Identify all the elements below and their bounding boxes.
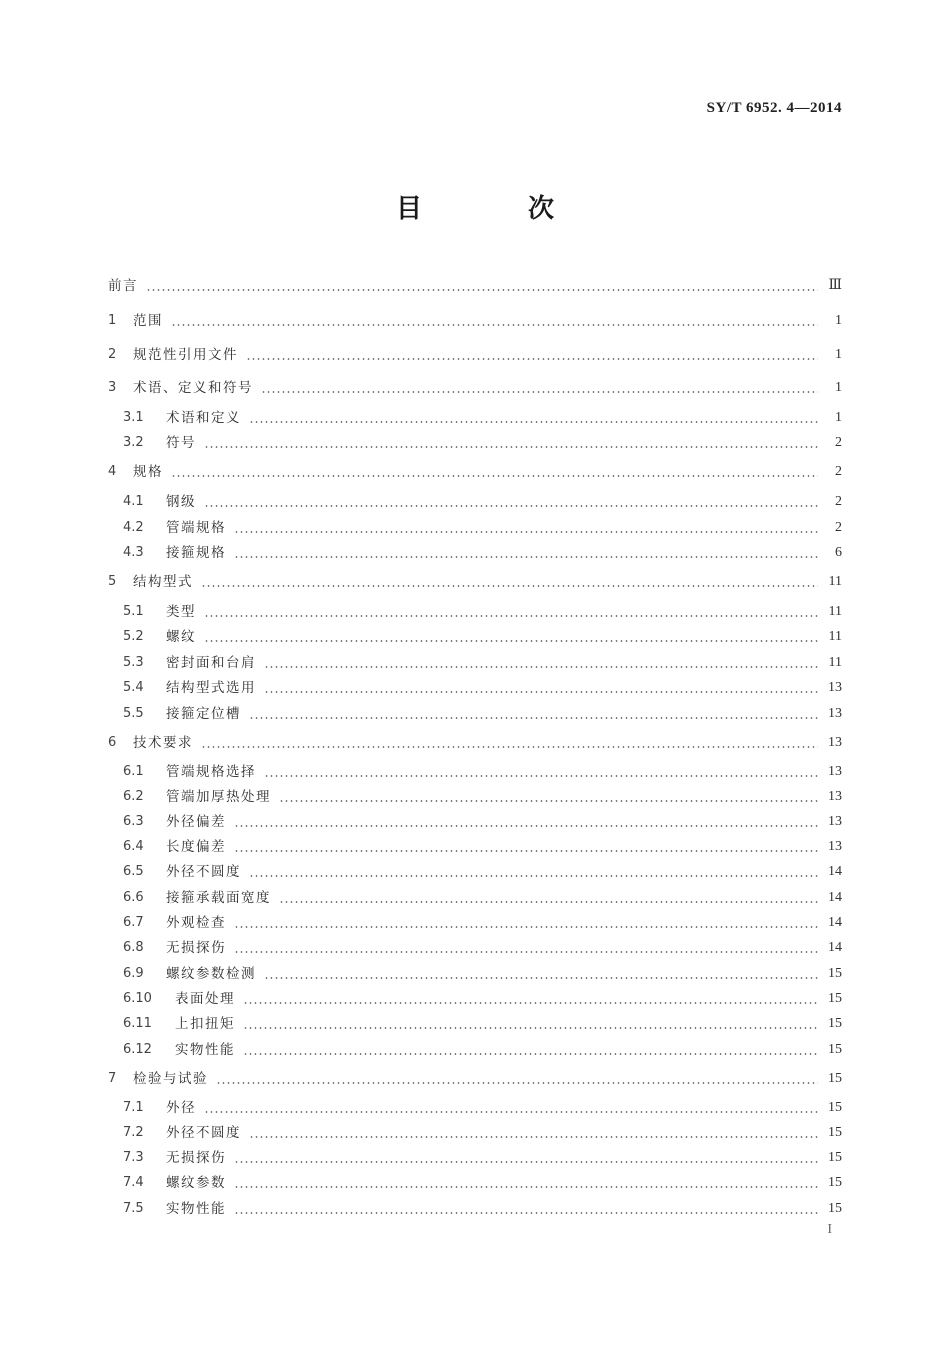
toc-leader-dots bbox=[234, 1161, 818, 1163]
toc-entry-label: 符号 bbox=[166, 435, 196, 451]
toc-entry-number: 5.2 bbox=[123, 629, 144, 644]
toc-entry[interactable] bbox=[0, 913, 950, 933]
page-title: 目 次 bbox=[395, 194, 594, 224]
toc-leader-dots bbox=[201, 585, 818, 587]
toc-entry-number: 6.12 bbox=[123, 1042, 152, 1057]
toc-leader-dots bbox=[234, 926, 818, 928]
toc-entry-number: 7 bbox=[108, 1071, 117, 1086]
toc-entry-label: 接箍规格 bbox=[166, 545, 226, 561]
toc-entry[interactable] bbox=[0, 345, 950, 365]
toc-leader-dots bbox=[171, 324, 818, 326]
toc-entry-number: 7.3 bbox=[123, 1150, 144, 1165]
toc-entry-page: 15 bbox=[828, 1016, 842, 1031]
toc-entry-label: 外径偏差 bbox=[166, 814, 226, 830]
toc-entry-label: 规格 bbox=[133, 464, 163, 480]
toc-entry-page: 2 bbox=[835, 494, 842, 509]
toc-entry[interactable] bbox=[0, 1014, 950, 1034]
toc-entry[interactable] bbox=[0, 543, 950, 563]
toc-entry-label: 外径不圆度 bbox=[166, 864, 241, 880]
toc-entry-label: 长度偏差 bbox=[166, 839, 226, 855]
toc-entry-number: 6.3 bbox=[123, 814, 144, 829]
toc-entry-page: 15 bbox=[828, 1125, 842, 1140]
toc-leader-dots bbox=[216, 1082, 818, 1084]
toc-entry-page: 2 bbox=[835, 435, 842, 450]
toc-entry-label: 螺纹参数 bbox=[166, 1175, 226, 1191]
toc-leader-dots bbox=[204, 446, 818, 448]
toc-leader-dots bbox=[279, 800, 818, 802]
toc-entry-label: 规范性引用文件 bbox=[133, 347, 238, 363]
toc-entry-page: 1 bbox=[835, 380, 842, 395]
toc-entry-label: 接箍承载面宽度 bbox=[166, 890, 271, 906]
toc-entry[interactable] bbox=[0, 888, 950, 908]
toc-leader-dots bbox=[204, 615, 818, 617]
toc-entry-number: 7.4 bbox=[123, 1175, 144, 1190]
toc-entry-number: 5.3 bbox=[123, 655, 144, 670]
toc-entry[interactable] bbox=[0, 812, 950, 832]
toc-entry-page: 15 bbox=[828, 1175, 842, 1190]
toc-entry-page: 6 bbox=[835, 545, 842, 560]
toc-entry-page: 11 bbox=[828, 604, 842, 619]
toc-leader-dots bbox=[249, 1136, 818, 1138]
toc-entry-number: 6.4 bbox=[123, 839, 144, 854]
toc-entry-label: 管端加厚热处理 bbox=[166, 789, 271, 805]
toc-entry-number: 6.1 bbox=[123, 764, 144, 779]
toc-entry-page: 11 bbox=[828, 574, 842, 589]
toc-entry-label: 术语、定义和符号 bbox=[133, 380, 253, 396]
toc-entry-label: 实物性能 bbox=[166, 1201, 226, 1217]
toc-entry[interactable] bbox=[0, 1199, 950, 1219]
toc-entry-label: 螺纹参数检测 bbox=[166, 966, 256, 982]
toc-entry-label: 管端规格选择 bbox=[166, 764, 256, 780]
toc-entry[interactable] bbox=[0, 938, 950, 958]
toc-entry-number: 6.6 bbox=[123, 890, 144, 905]
toc-entry-label: 表面处理 bbox=[175, 991, 235, 1007]
toc-entry[interactable] bbox=[0, 1123, 950, 1143]
toc-entry-page: 14 bbox=[828, 940, 842, 955]
toc-leader-dots bbox=[234, 825, 818, 827]
toc-entry-number: 3.2 bbox=[123, 435, 144, 450]
toc-entry-number: 6.8 bbox=[123, 940, 144, 955]
toc-entry[interactable] bbox=[0, 378, 950, 398]
toc-leader-dots bbox=[171, 475, 818, 477]
toc-entry-number: 6.9 bbox=[123, 966, 144, 981]
toc-leader-dots bbox=[204, 640, 818, 642]
toc-entry-label: 结构型式选用 bbox=[166, 680, 256, 696]
toc-entry-page: 13 bbox=[828, 789, 842, 804]
toc-leader-dots bbox=[246, 358, 818, 360]
toc-leader-dots bbox=[201, 746, 818, 748]
toc-entry-label: 上扣扭矩 bbox=[175, 1016, 235, 1032]
toc-entry-page: Ⅲ bbox=[828, 278, 842, 293]
toc-entry-page: 2 bbox=[835, 520, 842, 535]
toc-entry-page: 13 bbox=[828, 839, 842, 854]
toc-entry[interactable] bbox=[0, 311, 950, 331]
toc-entry-page: 13 bbox=[828, 735, 842, 750]
toc-entry-page: 11 bbox=[828, 629, 842, 644]
toc-entry-number: 6.5 bbox=[123, 864, 144, 879]
toc-entry-label: 外径不圆度 bbox=[166, 1125, 241, 1141]
toc-leader-dots bbox=[234, 951, 818, 953]
toc-entry[interactable] bbox=[0, 837, 950, 857]
toc-entry-label: 前言 bbox=[108, 278, 138, 294]
toc-entry-label: 类型 bbox=[166, 604, 196, 620]
toc-entry-number: 2 bbox=[108, 347, 117, 362]
toc-entry-number: 4.3 bbox=[123, 545, 144, 560]
toc-entry-number: 3.1 bbox=[123, 410, 144, 425]
toc-entry-label: 外观检查 bbox=[166, 915, 226, 931]
toc-entry-page: 13 bbox=[828, 764, 842, 779]
toc-entry-page: 14 bbox=[828, 864, 842, 879]
toc-leader-dots bbox=[243, 1053, 818, 1055]
toc-entry-label: 密封面和台肩 bbox=[166, 655, 256, 671]
toc-entry-label: 实物性能 bbox=[175, 1042, 235, 1058]
toc-entry[interactable] bbox=[0, 276, 950, 296]
toc-entry[interactable] bbox=[0, 787, 950, 807]
toc-entry-label: 接箍定位槽 bbox=[166, 706, 241, 722]
toc-entry-page: 2 bbox=[835, 464, 842, 479]
toc-entry-number: 1 bbox=[108, 313, 117, 328]
toc-entry[interactable] bbox=[0, 433, 950, 453]
toc-entry-number: 6 bbox=[108, 735, 117, 750]
toc-entry[interactable] bbox=[0, 964, 950, 984]
toc-leader-dots bbox=[264, 977, 818, 979]
toc-leader-dots bbox=[279, 901, 818, 903]
toc-entry[interactable] bbox=[0, 653, 950, 673]
toc-entry[interactable] bbox=[0, 518, 950, 538]
toc-entry[interactable] bbox=[0, 462, 950, 482]
toc-entry-page: 15 bbox=[828, 1100, 842, 1115]
toc-leader-dots bbox=[204, 505, 818, 507]
toc-entry-label: 检验与试验 bbox=[133, 1071, 208, 1087]
toc-entry-page: 14 bbox=[828, 915, 842, 930]
toc-entry-label: 无损探伤 bbox=[166, 1150, 226, 1166]
toc-entry-number: 6.7 bbox=[123, 915, 144, 930]
toc-entry-label: 技术要求 bbox=[133, 735, 193, 751]
toc-entry-number: 3 bbox=[108, 380, 117, 395]
toc-entry-page: 1 bbox=[835, 347, 842, 362]
toc-entry[interactable] bbox=[0, 1098, 950, 1118]
toc-leader-dots bbox=[264, 775, 818, 777]
toc-leader-dots bbox=[234, 531, 818, 533]
toc-leader-dots bbox=[249, 717, 818, 719]
toc-entry-number: 6.2 bbox=[123, 789, 144, 804]
toc-entry-page: 13 bbox=[828, 814, 842, 829]
toc-leader-dots bbox=[234, 1212, 818, 1214]
page-number: I bbox=[827, 1222, 832, 1237]
toc-entry-number: 4.1 bbox=[123, 494, 144, 509]
toc-entry-label: 外径 bbox=[166, 1100, 196, 1116]
toc-entry-number: 6.10 bbox=[123, 991, 152, 1006]
toc-entry-number: 7.2 bbox=[123, 1125, 144, 1140]
toc-leader-dots bbox=[243, 1027, 818, 1029]
toc-entry[interactable] bbox=[0, 762, 950, 782]
toc-leader-dots bbox=[261, 391, 818, 393]
toc-entry[interactable] bbox=[0, 1148, 950, 1168]
toc-leader-dots bbox=[234, 556, 818, 558]
toc-entry-label: 钢级 bbox=[166, 494, 196, 510]
toc-leader-dots bbox=[264, 691, 818, 693]
toc-entry-page: 15 bbox=[828, 991, 842, 1006]
toc-entry-page: 15 bbox=[828, 1201, 842, 1216]
toc-leader-dots bbox=[249, 421, 818, 423]
toc-leader-dots bbox=[243, 1002, 818, 1004]
toc-entry-number: 4.2 bbox=[123, 520, 144, 535]
standard-code: SY/T 6952. 4—2014 bbox=[706, 100, 842, 116]
toc-entry-number: 7.1 bbox=[123, 1100, 144, 1115]
toc-entry-label: 管端规格 bbox=[166, 520, 226, 536]
toc-entry-number: 5.1 bbox=[123, 604, 144, 619]
toc-entry-page: 15 bbox=[828, 1042, 842, 1057]
toc-entry[interactable] bbox=[0, 678, 950, 698]
toc-leader-dots bbox=[249, 875, 818, 877]
toc-leader-dots bbox=[234, 1186, 818, 1188]
toc-entry-number: 5.5 bbox=[123, 706, 144, 721]
toc-entry-number: 6.11 bbox=[123, 1016, 152, 1031]
toc-leader-dots bbox=[264, 666, 818, 668]
toc-leader-dots bbox=[204, 1111, 818, 1113]
toc-entry-label: 术语和定义 bbox=[166, 410, 241, 426]
toc-entry[interactable] bbox=[0, 989, 950, 1009]
toc-entry[interactable] bbox=[0, 492, 950, 512]
toc-entry-page: 15 bbox=[828, 966, 842, 981]
toc-entry[interactable] bbox=[0, 1040, 950, 1060]
toc-entry-page: 15 bbox=[828, 1150, 842, 1165]
toc-entry[interactable] bbox=[0, 572, 950, 592]
toc-entry[interactable] bbox=[0, 733, 950, 753]
toc-entry-page: 13 bbox=[828, 706, 842, 721]
toc-entry-label: 无损探伤 bbox=[166, 940, 226, 956]
toc-entry-number: 5.4 bbox=[123, 680, 144, 695]
toc-entry-page: 1 bbox=[835, 410, 842, 425]
toc-entry-page: 14 bbox=[828, 890, 842, 905]
toc-entry-label: 结构型式 bbox=[133, 574, 193, 590]
toc-entry[interactable] bbox=[0, 862, 950, 882]
toc-entry-number: 7.5 bbox=[123, 1201, 144, 1216]
toc-entry-label: 螺纹 bbox=[166, 629, 196, 645]
toc-entry-number: 5 bbox=[108, 574, 117, 589]
toc-entry[interactable] bbox=[0, 408, 950, 428]
toc-entry[interactable] bbox=[0, 627, 950, 647]
toc-leader-dots bbox=[146, 289, 818, 291]
toc-leader-dots bbox=[234, 850, 818, 852]
toc-entry-page: 1 bbox=[835, 313, 842, 328]
toc-entry[interactable] bbox=[0, 1069, 950, 1089]
toc-entry[interactable] bbox=[0, 1173, 950, 1193]
toc-entry-number: 4 bbox=[108, 464, 117, 479]
toc-entry-page: 11 bbox=[828, 655, 842, 670]
toc-entry-label: 范围 bbox=[133, 313, 163, 329]
toc-entry[interactable] bbox=[0, 704, 950, 724]
toc-entry-page: 15 bbox=[828, 1071, 842, 1086]
toc-entry[interactable] bbox=[0, 602, 950, 622]
toc-entry-page: 13 bbox=[828, 680, 842, 695]
